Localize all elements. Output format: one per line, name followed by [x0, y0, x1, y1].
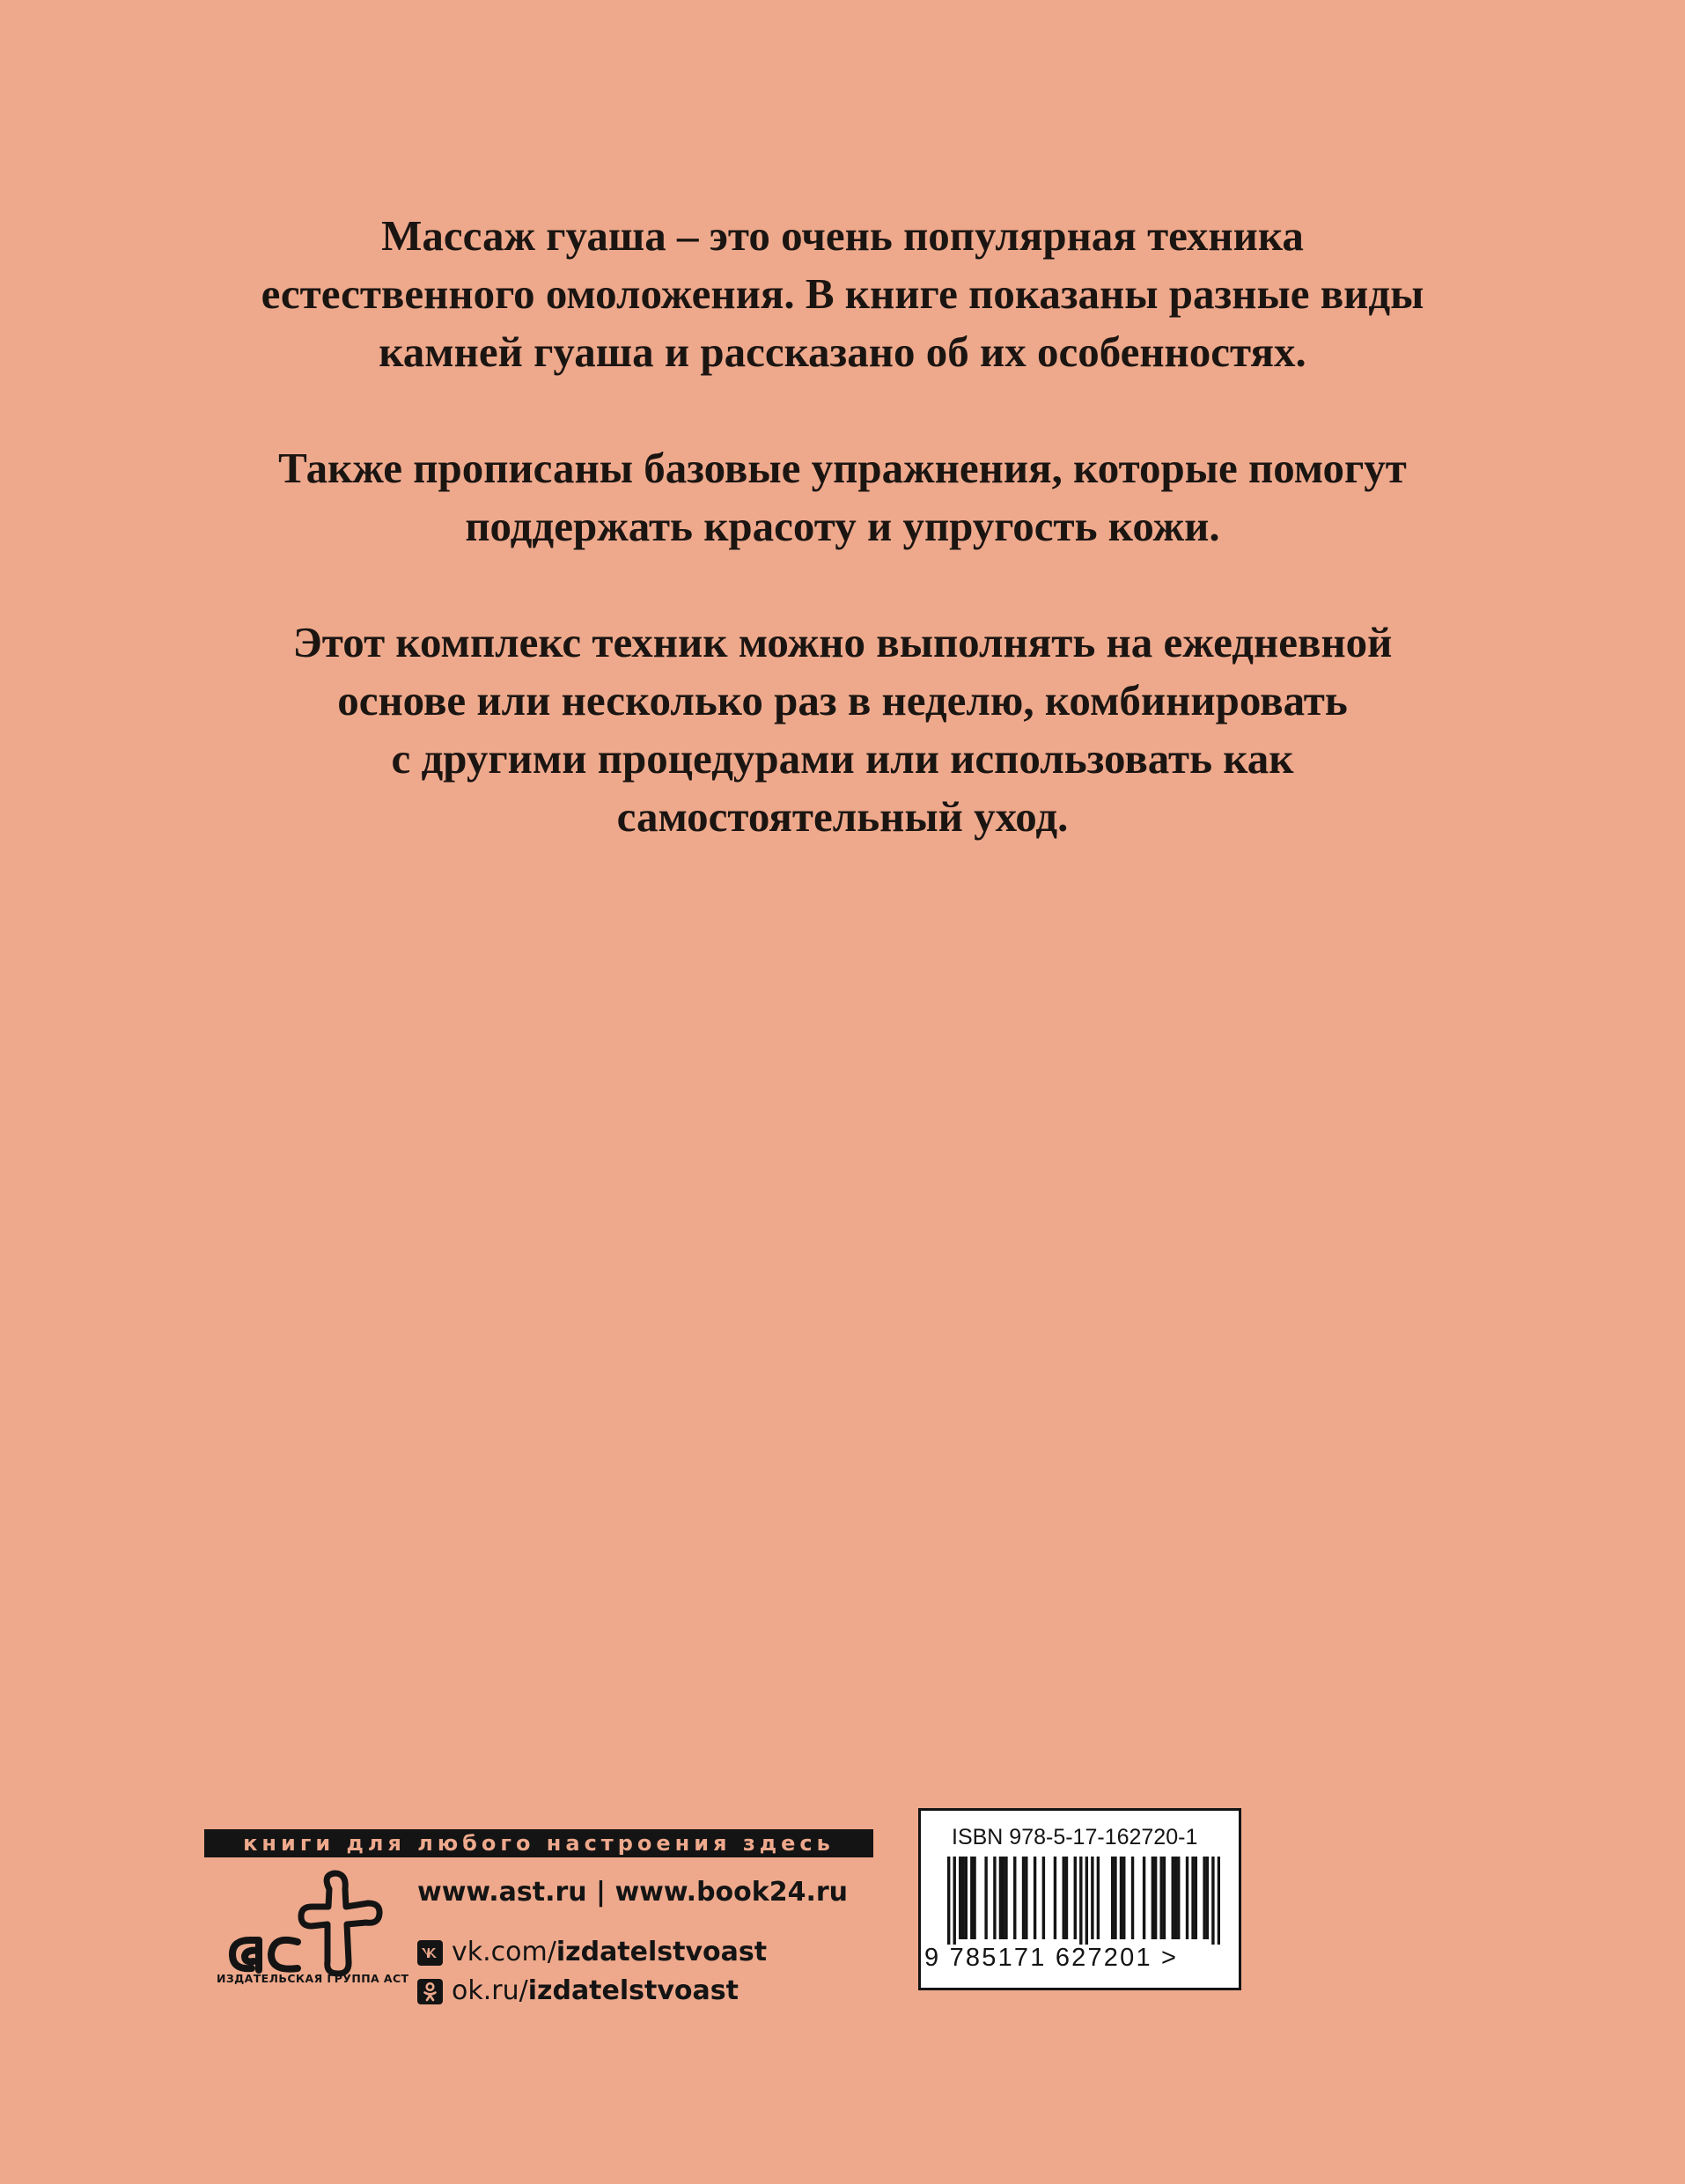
barcode-bar [1013, 1857, 1016, 1939]
vk-link[interactable] [417, 1935, 848, 1970]
isbn-number: ISBN 978-5-17-162720-1 [952, 1825, 1198, 1849]
barcode-bar [1206, 1857, 1209, 1939]
barcode-bar [1163, 1857, 1166, 1939]
barcode-bar [1022, 1857, 1025, 1939]
barcode-bar [1186, 1857, 1188, 1939]
barcode-bar [959, 1857, 961, 1939]
barcode-bar [1085, 1857, 1088, 1945]
blurb-line: поддержать красоту и упругость кожи. [465, 502, 1220, 550]
ok-link[interactable] [417, 1974, 848, 2009]
ok-link-prefix: ok.ru/ [452, 1975, 528, 2006]
ean-digits: 9 785171 627201 > [924, 1944, 1179, 1972]
barcode-bar [1177, 1857, 1180, 1939]
logo-caption: ИЗДАТЕЛЬСКАЯ ГРУППА АСТ [217, 1972, 409, 1985]
blurb-line: естественного омоложения. В книге показаны разные виды [261, 269, 1424, 318]
barcode-bar [961, 1857, 964, 1939]
barcode-bar [1097, 1857, 1100, 1939]
barcode-bar [1054, 1857, 1056, 1939]
barcode-bar [1195, 1857, 1197, 1939]
barcode-bar [947, 1857, 950, 1945]
barcode-bar [970, 1857, 973, 1939]
barcode-bar [999, 1857, 1002, 1939]
blurb-paragraph-1 [138, 207, 1547, 381]
blurb-line: с другими процедурами или использовать как [391, 734, 1294, 783]
barcode-bar [1172, 1857, 1174, 1939]
barcode-bar [1218, 1857, 1220, 1945]
barcode-bar [1122, 1857, 1125, 1939]
barcode-bar [965, 1857, 968, 1939]
vk-link-prefix: vk.com/ [452, 1937, 556, 1967]
website-links[interactable]: www.ast.ru | www.book24.ru [417, 1877, 849, 1908]
barcode-bar [1152, 1857, 1154, 1939]
barcode-bar [1074, 1857, 1077, 1939]
blurb-line: Также прописаны базовые упражнения, которые помогут [278, 444, 1407, 492]
barcode-bar [1065, 1857, 1068, 1939]
isbn-barcode-box [918, 1808, 1241, 1990]
barcode [947, 1857, 1220, 1945]
blurb-line: Этот комплекс техник можно выполнять на ежедневной [292, 618, 1393, 666]
barcode-bar [984, 1857, 987, 1939]
barcode-bar [1091, 1857, 1093, 1939]
barcode-bar [1063, 1857, 1065, 1939]
barcode-bar [1025, 1857, 1027, 1939]
barcode-bar [1154, 1857, 1157, 1939]
barcode-bar [1120, 1857, 1122, 1939]
blurb-line: камней гуаша и рассказано об их особенностях. [379, 327, 1306, 376]
barcode-bar [1211, 1857, 1214, 1945]
vk-glyph [421, 1947, 439, 1959]
barcode-bar [993, 1857, 996, 1939]
publisher-tagline: книги для любого настроения здесь [204, 1829, 873, 1857]
barcode-bar [973, 1857, 975, 1939]
ok-icon [417, 1979, 443, 2004]
barcode-bar [1034, 1857, 1036, 1939]
blurb-paragraph-2 [138, 439, 1547, 555]
blurb-line: самостоятельный уход. [616, 792, 1069, 841]
ok-link-handle: izdatelstvoast [527, 1975, 739, 2006]
publisher-links [417, 1875, 848, 2012]
barcode-bar [1004, 1857, 1007, 1939]
ok-glyph [423, 1982, 438, 2002]
barcode-bar [1114, 1857, 1116, 1939]
barcode-bar [1042, 1857, 1045, 1939]
barcode-bar [1174, 1857, 1177, 1939]
barcode-bar [1111, 1857, 1114, 1939]
blurb-line: основе или несколько раз в неделю, комбинировать [337, 676, 1348, 724]
barcode-bar [1002, 1857, 1004, 1939]
barcode-bar [1191, 1857, 1194, 1939]
vk-icon [417, 1940, 443, 1966]
barcode-bar [1143, 1857, 1145, 1939]
blurb-paragraph-3 [138, 614, 1547, 846]
barcode-bar [953, 1857, 956, 1945]
vk-link-handle: izdatelstvoast [556, 1937, 768, 1967]
barcode-bar [1159, 1857, 1162, 1939]
barcode-bar [1131, 1857, 1134, 1939]
blurb-line: Массаж гуаша – это очень популярная техника [381, 211, 1304, 260]
barcode-bar [1079, 1857, 1082, 1945]
barcode-bar [1203, 1857, 1205, 1939]
